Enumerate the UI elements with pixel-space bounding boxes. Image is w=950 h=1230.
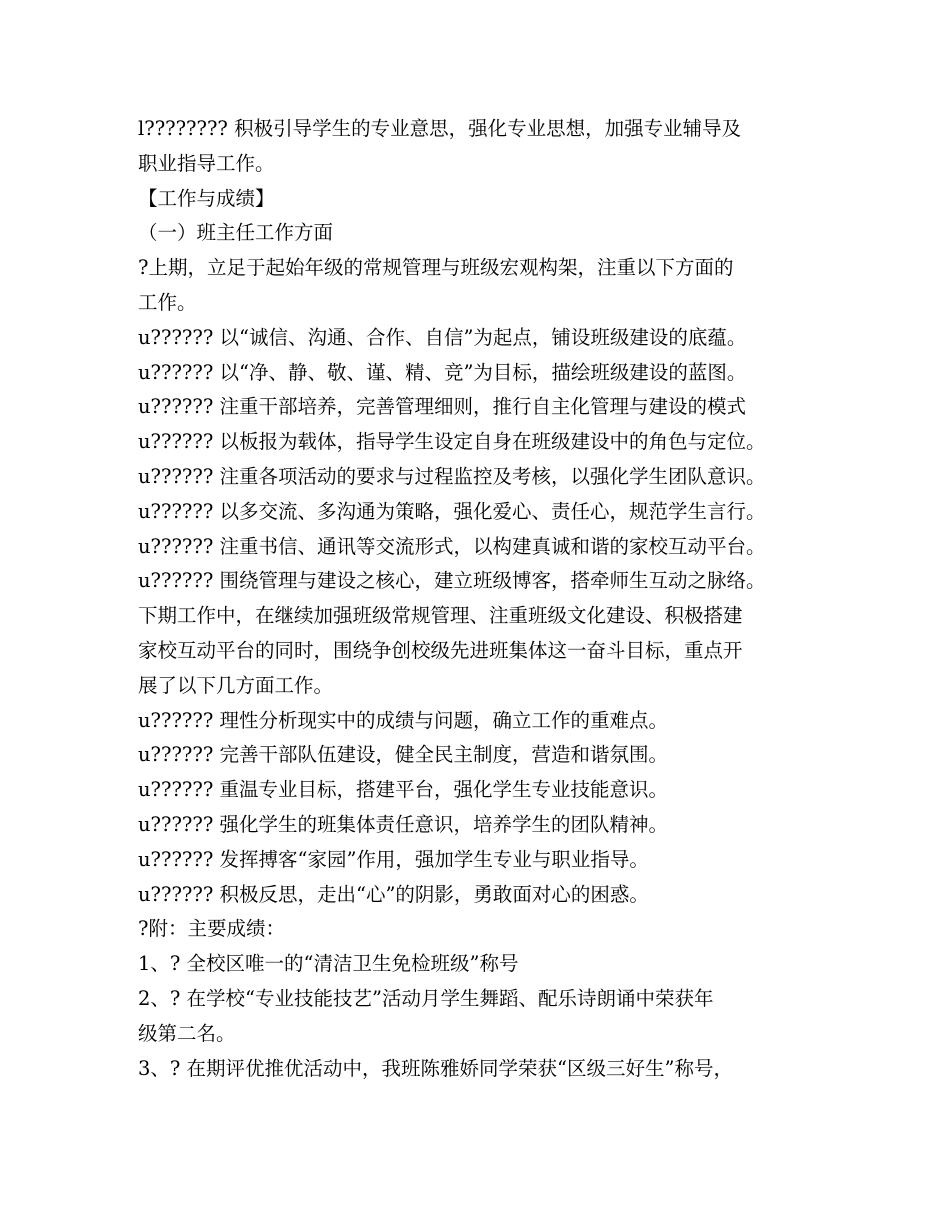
bullet-item: u?????? 理性分析现实中的成绩与问题，确立工作的重难点。 xyxy=(138,708,668,732)
text-line: 展了以下几方面工作。 xyxy=(138,673,334,697)
bullet-item: u?????? 以板报为载体，指导学生设定自身在班级建设中的角色与定位。 xyxy=(138,430,766,454)
text-line: ?附：主要成绩： xyxy=(138,917,285,941)
document-body xyxy=(138,112,828,1086)
numbered-item: 1、? 全校区唯一的“清洁卫生免检班级”称号 xyxy=(138,952,519,976)
text-line: ?上期，立足于起始年级的常规管理与班级宏观构架，注重以下方面的 xyxy=(138,256,734,280)
text-line: 级第二名。 xyxy=(138,1021,236,1045)
bullet-item: u?????? 围绕管理与建设之核心，建立班级博客，搭牵师生互动之脉络。 xyxy=(138,569,766,593)
bullet-item: u?????? 积极反思，走出“心”的阴影，勇敢面对心的困惑。 xyxy=(138,882,649,906)
bullet-item: u?????? 注重干部培养，完善管理细则，推行自主化管理与建设的模式 xyxy=(138,395,746,419)
bullet-item: u?????? 重温专业目标，搭建平台，强化学生专业技能意识。 xyxy=(138,778,668,802)
numbered-item: 2、? 在学校“专业技能技艺”活动月学生舞蹈、配乐诗朗诵中荣获年 xyxy=(138,986,714,1010)
bullet-item: u?????? 以“净、静、敬、谨、精、竞”为目标，描绘班级建设的蓝图。 xyxy=(138,360,747,384)
bullet-item: u?????? 注重书信、通讯等交流形式，以构建真诚和谐的家校互动平台。 xyxy=(138,534,766,558)
bullet-item: u?????? 完善干部队伍建设，健全民主制度，营造和谐氛围。 xyxy=(138,743,668,767)
subsection-heading: （一）班主任工作方面 xyxy=(138,221,334,245)
section-heading: 【工作与成绩】 xyxy=(138,186,275,210)
numbered-item: 3、? 在期评优推优活动中，我班陈雅娇同学荣获“区级三好生”称号， xyxy=(138,1056,733,1080)
bullet-item: u?????? 强化学生的班集体责任意识，培养学生的团队精神。 xyxy=(138,812,668,836)
text-line: 工作。 xyxy=(138,290,197,314)
bullet-item: u?????? 以“诚信、沟通、合作、自信”为起点，铺设班级建设的底蕴。 xyxy=(138,325,747,349)
bullet-item: u?????? 发挥搏客“家园”作用，强加学生专业与职业指导。 xyxy=(138,847,649,871)
text-line: 家校互动平台的同时，围绕争创校级先进班集体这一奋斗目标，重点开 xyxy=(138,638,743,662)
text-line: 职业指导工作。 xyxy=(138,151,275,175)
text-line: l???????? 积极引导学生的专业意思，强化专业思想，加强专业辅导及 xyxy=(138,117,742,140)
text-line: 下期工作中，在继续加强班级常规管理、注重班级文化建设、积极搭建 xyxy=(138,604,743,628)
bullet-item: u?????? 以多交流、多沟通为策略，强化爱心、责任心，规范学生言行。 xyxy=(138,499,766,523)
bullet-item: u?????? 注重各项活动的要求与过程监控及考核，以强化学生团队意识。 xyxy=(138,464,766,488)
